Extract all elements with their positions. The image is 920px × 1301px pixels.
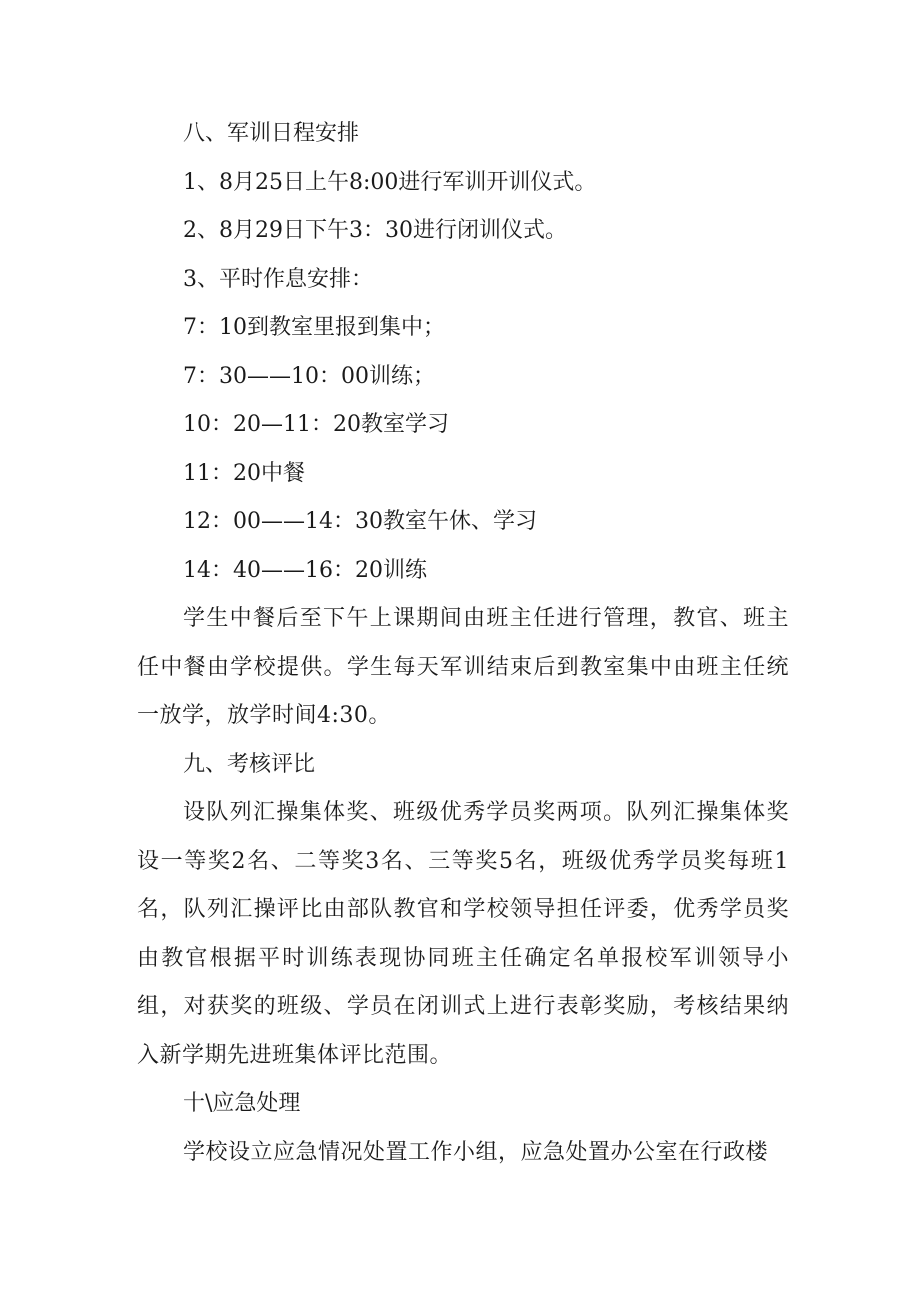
timetable-line: 12：00——14：30教室午休、学习 — [183, 509, 537, 534]
document-body — [137, 110, 789, 1177]
schedule-line-3: 3、平时作息安排： — [183, 266, 373, 292]
emergency-paragraph: 学校设立应急情况处置工作小组，应急处置办公室在行政楼 — [183, 1139, 769, 1165]
section-heading-8: 八、军训日程安排 — [183, 121, 360, 146]
evaluation-paragraph: 设队列汇操集体奖、班级优秀学员奖两项。队列汇操集体奖设一等奖2名、二等奖3名、三等奖5名，班级优秀学员奖每班1名，队列汇操评比由部队教官和学校领导担任评委，优秀学员奖由教官根据平时训练表现协同班主任确定名单报校军训领导小组，对获奖的班级、学员在闭训式上进行表彰奖励，考核结果纳入新学期先进班集体评比范围。 — [137, 800, 789, 1068]
timetable-line: 7：30——10：00训练； — [183, 363, 435, 389]
timetable-line: 7：10到教室里报到集中； — [183, 315, 445, 340]
section-heading-10: 十\应急处理 — [183, 1091, 301, 1116]
schedule-line-1: 1、8月25日上午8:00进行军训开训仪式。 — [183, 169, 597, 195]
timetable-line: 11：20中餐 — [183, 460, 305, 486]
schedule-line-2: 2、8月29日下午3：30进行闭训仪式。 — [183, 218, 567, 243]
timetable-line: 14：40——16：20训练 — [183, 557, 427, 583]
section-heading-9: 九、考核评比 — [183, 751, 316, 777]
timetable-line: 10：20—11：20教室学习 — [183, 412, 449, 437]
lunch-management-paragraph: 学生中餐后至下午上课期间由班主任进行管理，教官、班主任中餐由学校提供。学生每天军训结束后到教室集中由班主任统一放学，放学时间4:30。 — [137, 606, 789, 728]
